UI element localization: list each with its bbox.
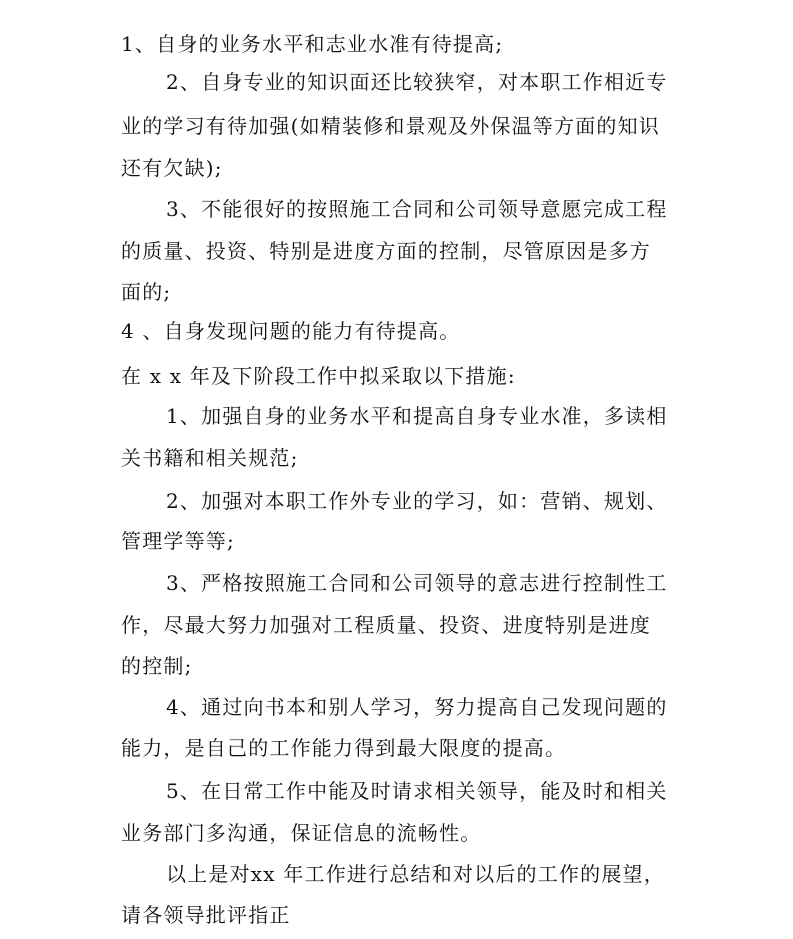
text-line: 业的学习有待加强(如精装修和景观及外保温等方面的知识 <box>121 114 661 138</box>
text-line: 1、自身的业务水平和志业水准有待提高; <box>121 32 504 56</box>
text-line: 4 、自身发现问题的能力有待提高。 <box>121 319 461 343</box>
text-line: 请各领导批评指正 <box>121 903 291 927</box>
text-line: 3、不能很好的按照施工合同和公司领导意愿完成工程 <box>166 197 668 221</box>
text-line: 的质量、投资、特别是进度方面的控制，尽管原因是多方 <box>121 239 651 263</box>
text-line: 作，尽最大努力加强对工程质量、投资、进度特别是进度 <box>121 613 651 637</box>
text-line: 以上是对xx 年工作进行总结和对以后的工作的展望， <box>166 862 665 886</box>
text-line: 1、加强自身的业务水平和提高自身专业水准，多读相 <box>166 404 668 428</box>
text-line: 的控制; <box>121 654 193 678</box>
text-line: 2、自身专业的知识面还比较狭窄，对本职工作相近专 <box>166 70 668 94</box>
text-line: 业务部门多沟通，保证信息的流畅性。 <box>121 821 482 845</box>
text-line: 2、加强对本职工作外专业的学习，如：营销、规划、 <box>166 489 668 513</box>
text-line: 面的; <box>121 280 172 304</box>
text-line: 管理学等等; <box>121 529 235 553</box>
text-line: 5、在日常工作中能及时请求相关领导，能及时和相关 <box>166 779 668 803</box>
text-line: 关书籍和相关规范; <box>121 446 299 470</box>
text-line: 能力，是自己的工作能力得到最大限度的提高。 <box>121 736 567 760</box>
text-line: 还有欠缺); <box>121 156 223 180</box>
text-line: 在 x x 年及下阶段工作中拟采取以下措施: <box>121 364 516 388</box>
text-line: 4、通过向书本和别人学习，努力提高自己发现问题的 <box>166 695 668 719</box>
text-line: 3、严格按照施工合同和公司领导的意志进行控制性工 <box>166 571 668 595</box>
